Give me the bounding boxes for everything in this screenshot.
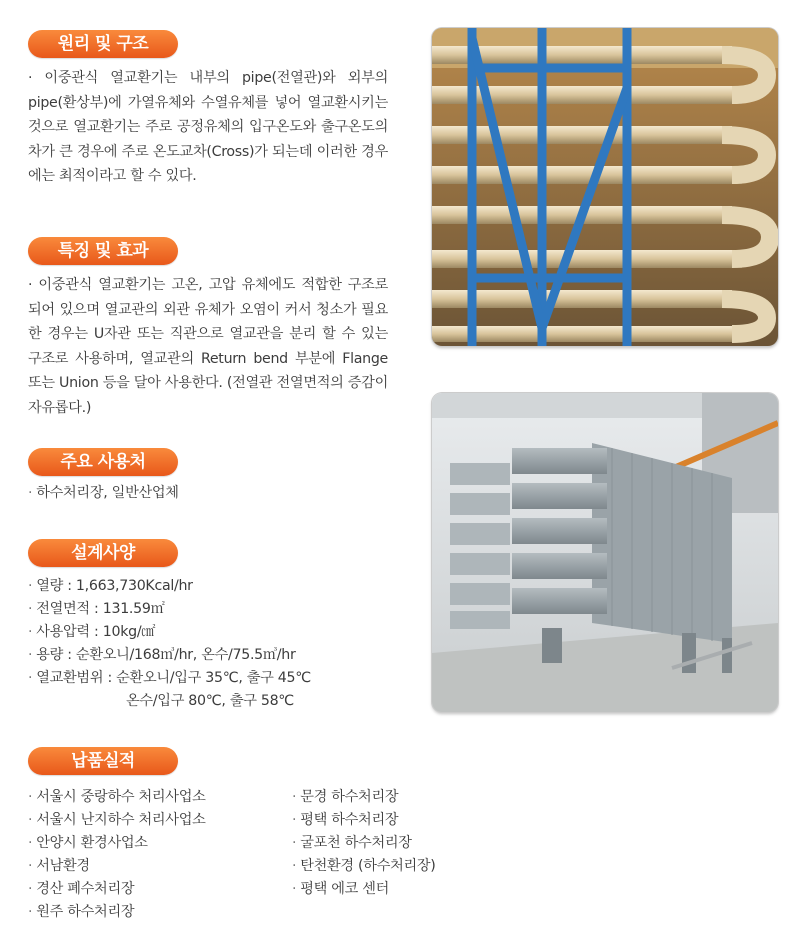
section-title-features: 특징 및 효과 bbox=[28, 237, 178, 265]
list-item: · 굴포천 하수처리장 bbox=[292, 835, 412, 851]
list-item: · 문경 하수처리장 bbox=[292, 789, 399, 805]
shell-exchanger-unit-photo bbox=[432, 393, 778, 712]
list-item: · 하수처리장, 일반산업체 bbox=[28, 485, 179, 501]
specs-list bbox=[28, 575, 311, 713]
section-title-specs: 설계사양 bbox=[28, 539, 178, 567]
list-item: · 평택 에코 센터 bbox=[292, 881, 390, 897]
list-item: · 서울시 난지하수 처리사업소 bbox=[28, 812, 206, 828]
section-title-records: 납품실적 bbox=[28, 747, 178, 775]
list-item: · 열교환범위 : 순환오니/입구 35℃, 출구 45℃ bbox=[28, 670, 311, 686]
list-item: · 원주 하수처리장 bbox=[28, 904, 135, 920]
list-item-continuation: 온수/입구 80℃, 출구 58℃ bbox=[126, 693, 294, 709]
shell-exchanger-unit-illustration bbox=[432, 393, 778, 712]
double-pipe-exchanger-illustration bbox=[432, 28, 778, 346]
features-text: · 이중관식 열교환기는 고온, 고압 유체에도 적합한 구조로 되어 있으며 열교관의 외관 유체가 오염이 커서 청소가 필요한 경우는 U자관 또는 직관으로 열교관을 분리 할 수 있는 구조로 사용하며, 열교관의 Return bend 부분에 Flange 또는 Union 등을 달아 사용한다. (전열관 전열면적의 증감이 자유롭다.) bbox=[28, 277, 388, 416]
principle-text: · 이중관식 열교환기는 내부의 pipe(전열관)와 외부의 pipe(환상부)에 가열유체와 수열유체를 넣어 열교환시키는 것으로 열교환기는 주로 공정유체의 입구온도와 출구온도의 차가 큰 경우에 주로 온도교차(Cross)가 되는데 이러한 경우에는 최적이라고 할 수 있다. bbox=[28, 70, 388, 185]
list-item: · 전열면적 : 131.59㎡ bbox=[28, 601, 165, 617]
double-pipe-exchanger-photo bbox=[432, 28, 778, 346]
section-title-usage: 주요 사용처 bbox=[28, 448, 178, 476]
list-item: · 탄천환경 (하수처리장) bbox=[292, 858, 436, 874]
list-item: · 평택 하수처리장 bbox=[292, 812, 399, 828]
records-list-left bbox=[28, 786, 206, 924]
usage-list bbox=[28, 482, 179, 505]
list-item: · 서남환경 bbox=[28, 858, 90, 874]
section-title-principle: 원리 및 구조 bbox=[28, 30, 178, 58]
records-list-right bbox=[292, 786, 436, 901]
list-item: · 안양시 환경사업소 bbox=[28, 835, 148, 851]
list-item: · 용량 : 순환오니/168㎥/hr, 온수/75.5㎥/hr bbox=[28, 647, 296, 663]
list-item: · 서울시 중랑하수 처리사업소 bbox=[28, 789, 206, 805]
list-item: · 사용압력 : 10kg/㎠ bbox=[28, 624, 156, 640]
list-item: · 열량 : 1,663,730Kcal/hr bbox=[28, 578, 193, 594]
list-item: · 경산 폐수처리장 bbox=[28, 881, 135, 897]
